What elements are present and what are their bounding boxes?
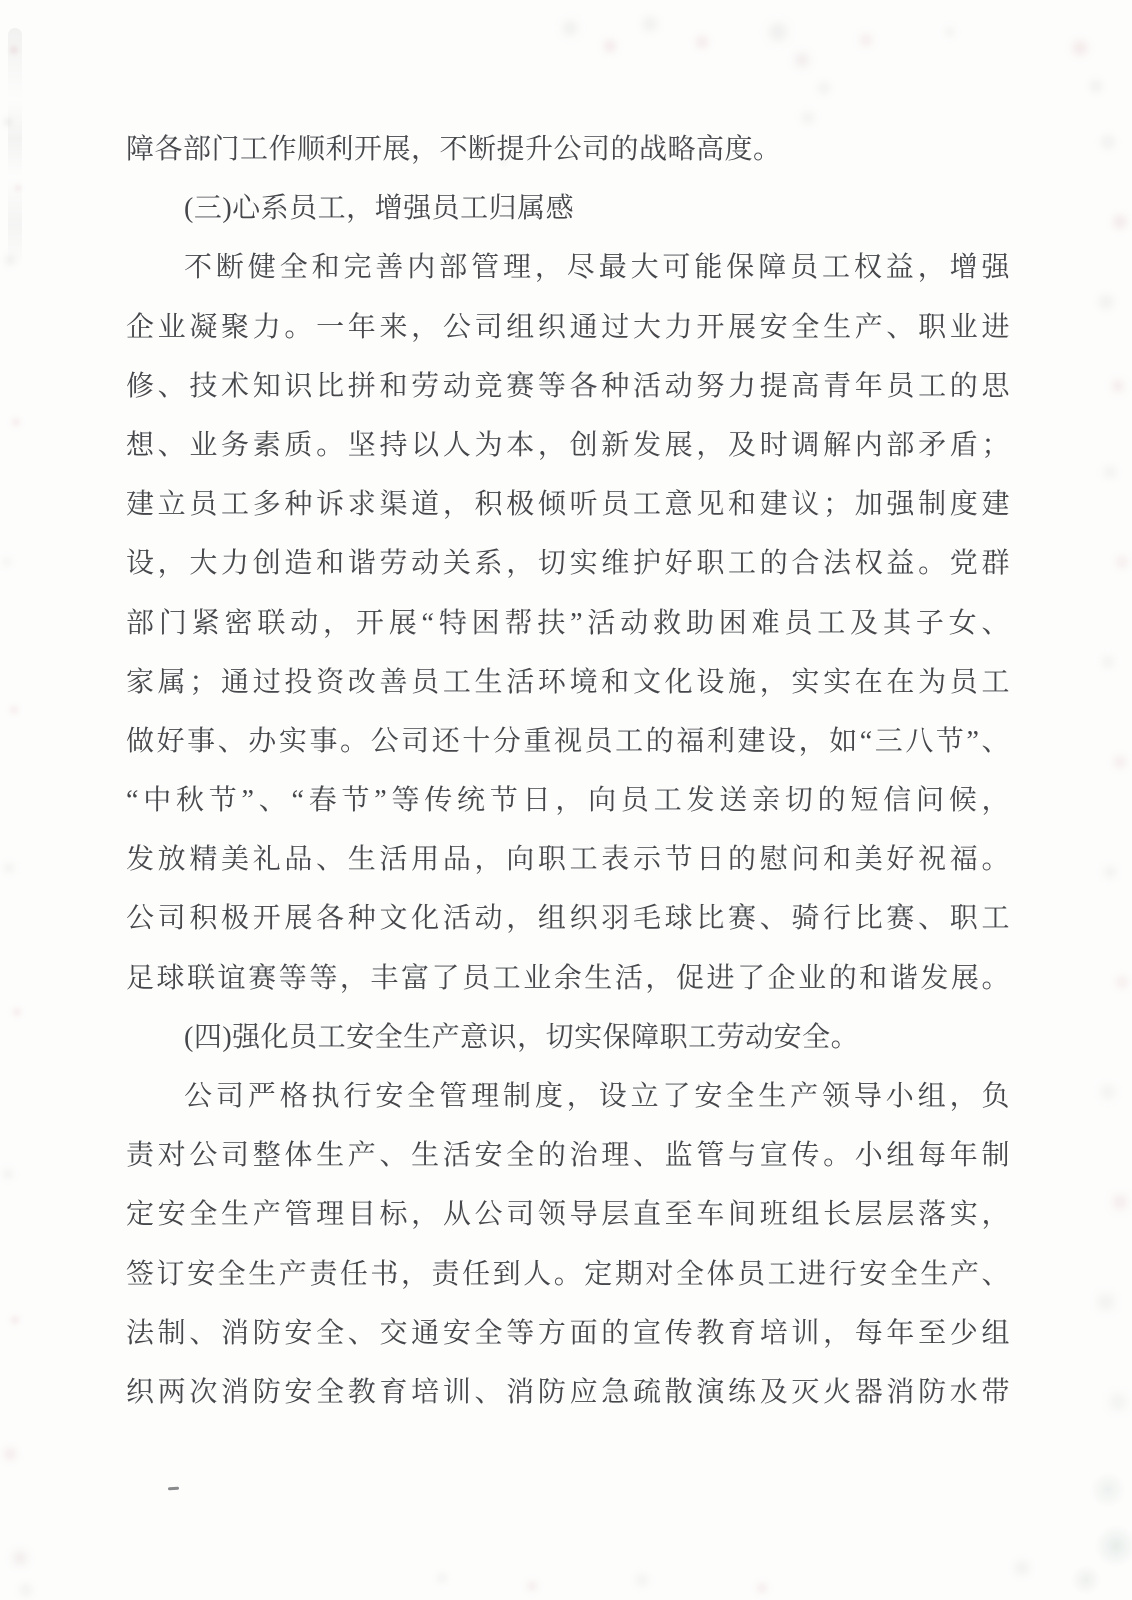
scan-smudge-left-margin <box>8 28 22 268</box>
text-line: “中秋节”、“春节”等传统节日，向员工发送亲切的短信问候， <box>126 785 1010 817</box>
scan-noise-bottom-edge <box>0 0 4 4</box>
stray-dash-mark <box>168 1487 179 1491</box>
text-line: 部门紧密联动，开展“特困帮扶”活动救助困难员工及其子女、 <box>126 607 1010 639</box>
text-line: (三)心系员工，增强员工归属感 <box>184 193 575 225</box>
text-line: 设，大力创造和谐劳动关系，切实维护好职工的合法权益。党群 <box>126 548 1010 580</box>
document-body <box>126 120 1010 1422</box>
text-line: 修、技术知识比拼和劳动竞赛等各种活动努力提高青年员工的思 <box>126 370 1010 402</box>
text-line: 公司积极开展各种文化活动，组织羽毛球比赛、骑行比赛、职工 <box>126 903 1010 935</box>
text-line: 公司严格执行安全管理制度，设立了安全生产领导小组，负 <box>184 1081 1010 1112</box>
text-line: 建立员工多种诉求渠道，积极倾听员工意见和建议；加强制度建 <box>126 489 1010 521</box>
text-line: 责对公司整体生产、生活安全的治理、监管与宣传。小组每年制 <box>126 1140 1010 1172</box>
text-line: 障各部门工作顺利开展，不断提升公司的战略高度。 <box>126 134 782 165</box>
text-line: (四)强化员工安全生产意识，切实保障职工劳动安全。 <box>184 1021 860 1053</box>
text-line: 法制、消防安全、交通安全等方面的宣传教育培训，每年至少组 <box>126 1317 1010 1349</box>
text-line: 企业凝聚力。一年来，公司组织通过大力开展安全生产、职业进 <box>126 311 1010 343</box>
text-line: 发放精美礼品、生活用品，向职工表示节日的慰问和美好祝福。 <box>126 844 1010 876</box>
text-line: 足球联谊赛等等，丰富了员工业余生活，促进了企业的和谐发展。 <box>126 962 1010 994</box>
text-line: 想、业务素质。坚持以人为本，创新发展，及时调解内部矛盾； <box>126 429 1010 461</box>
text-line: 家属；通过投资改善员工生活环境和文化设施，实实在在为员工 <box>126 666 1010 698</box>
text-line: 不断健全和完善内部管理，尽最大可能保障员工权益，增强 <box>184 252 1010 284</box>
scan-noise-bottom-right-corner <box>1056 1450 1132 1600</box>
text-line: 做好事、办实事。公司还十分重视员工的福利建设，如“三八节”、 <box>126 725 1010 757</box>
text-line: 签订安全生产责任书，责任到人。定期对全体员工进行安全生产、 <box>126 1258 1010 1290</box>
text-line: 织两次消防安全教育培训、消防应急疏散演练及灭火器消防水带 <box>126 1376 1010 1408</box>
text-line: 定安全生产管理目标，从公司领导层直至车间班组长层层落实， <box>126 1199 1010 1231</box>
